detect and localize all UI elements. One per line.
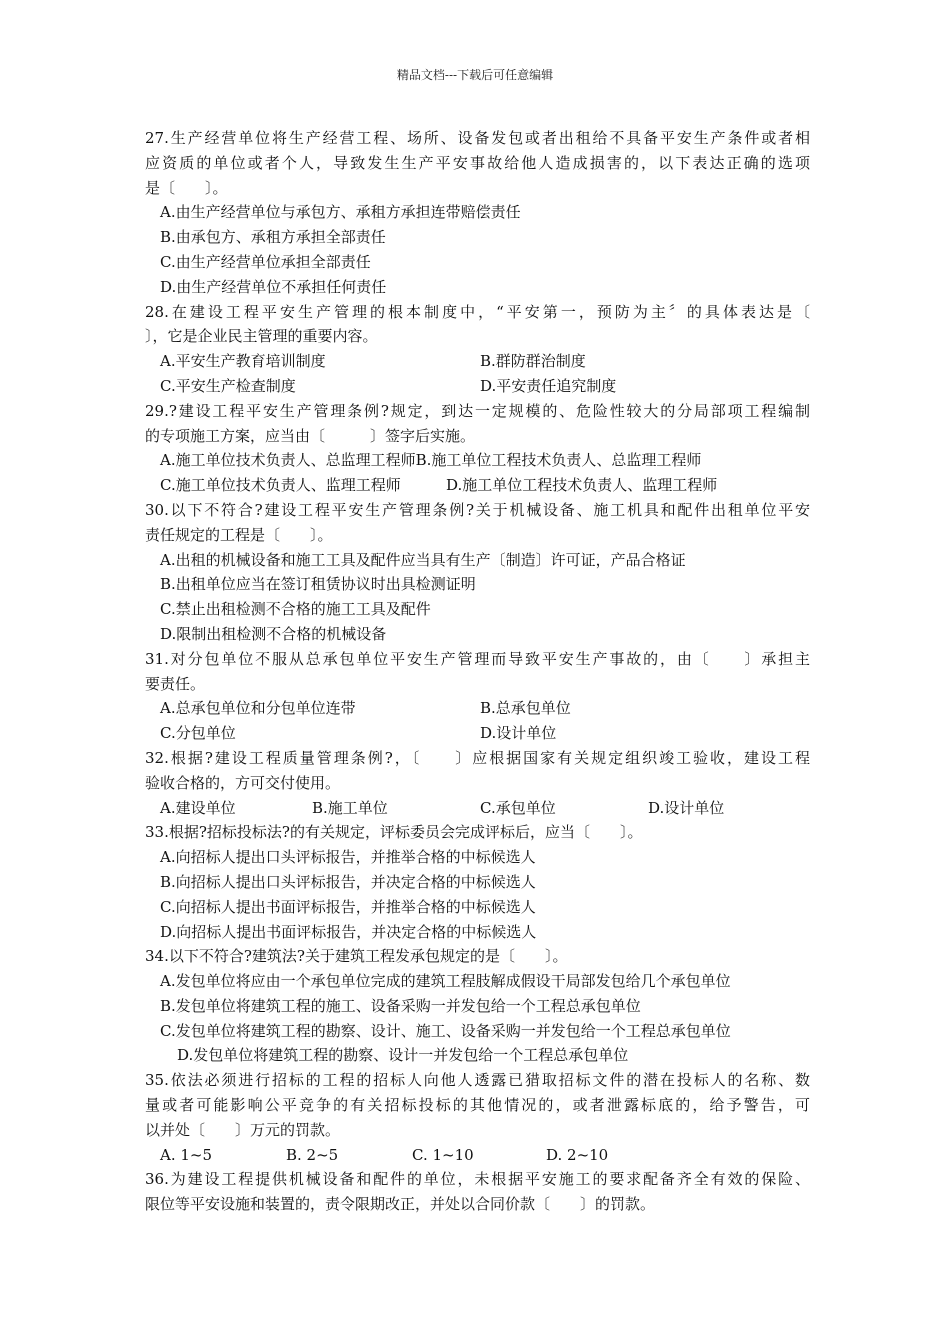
question-stem-line: 量或者可能影响公平竞争的有关招标投标的其他情况的，或者泄露标底的，给予警告，可 — [145, 1096, 810, 1115]
option-row — [145, 349, 810, 374]
option-b: B.发包单位将建筑工程的施工、设备采购一并发包给一个工程总承包单位 — [160, 996, 641, 1015]
option-d: D.向招标人提出书面评标报告，并决定合格的中标候选人 — [160, 922, 537, 941]
option-b: B.总承包单位 — [480, 699, 571, 718]
option-c: C.发包单位将建筑工程的勘察、设计、施工、设备采购一并发包给一个工程总承包单位 — [160, 1021, 731, 1040]
question-28 — [145, 300, 810, 399]
option-d: D.平安责任追究制度 — [480, 376, 617, 395]
option-row — [145, 696, 810, 721]
option-b: B.由承包方、承租方承担全部责任 — [160, 228, 386, 247]
option-b: B.出租单位应当在签订租赁协议时出具检测证明 — [160, 575, 476, 594]
option-row — [145, 473, 810, 498]
option-a: A.发包单位将应由一个承包单位完成的建筑工程肢解成假设干局部发包给几个承包单位 — [160, 972, 731, 991]
question-stem-line: 31.对分包单位不服从总承包单位平安生产管理而导致平安生产事故的，由〔 〕承担主 — [145, 649, 810, 668]
question-30 — [145, 498, 810, 647]
option-a: A.平安生产教育培训制度 — [160, 352, 326, 371]
question-35 — [145, 1068, 810, 1167]
page-header: 精品文档---下载后可任意编辑 — [396, 68, 554, 82]
question-list — [145, 126, 810, 1217]
option-row — [145, 374, 810, 399]
option-c: C.向招标人提出书面评标报告，并推举合格的中标候选人 — [160, 897, 536, 916]
option-ab: A.施工单位技术负责人、总监理工程师B.施工单位工程技术负责人、总监理工程师 — [160, 451, 702, 470]
question-stem-line: 34.以下不符合?建筑法?关于建筑工程发承包规定的是〔 〕。 — [145, 947, 568, 966]
option-d: D. 2~10 — [546, 1145, 609, 1164]
option-a: A.总承包单位和分包单位连带 — [160, 699, 356, 718]
question-stem-line: 限位等平安设施和装置的，责令限期改正，并处以合同价款〔 〕的罚款。 — [145, 1195, 656, 1214]
question-stem-line: 验收合格的，方可交付使用。 — [145, 773, 341, 792]
option-d: D.限制出租检测不合格的机械设备 — [160, 624, 387, 643]
question-27 — [145, 126, 810, 300]
question-stem-line: 29.?建设工程平安生产管理条例?规定，到达一定规模的、危险性较大的分局部项工程编制 — [145, 401, 810, 420]
option-d: D.设计单位 — [648, 798, 725, 817]
option-a: A.出租的机械设备和施工工具及配件应当具有生产〔制造〕许可证，产品合格证 — [160, 550, 686, 569]
option-row — [145, 796, 810, 821]
question-29 — [145, 399, 810, 498]
question-33 — [145, 820, 810, 944]
question-stem-line: 的专项施工方案，应当由〔 〕签字后实施。 — [145, 426, 476, 445]
option-d: D.发包单位将建筑工程的勘察、设计一并发包给一个工程总承包单位 — [177, 1046, 629, 1065]
option-row — [145, 721, 810, 746]
option-c: C.禁止出租检测不合格的施工工具及配件 — [160, 600, 431, 619]
question-32 — [145, 746, 810, 820]
question-stem-line: 28.在建设工程平安生产管理的根本制度中，“平安第一，预防为主〞的具体表达是〔 — [145, 302, 810, 321]
question-stem-line: 是〔 〕。 — [145, 178, 228, 197]
question-stem-line: 以并处〔 〕万元的罚款。 — [145, 1120, 341, 1139]
question-stem-line: 30.以下不符合?建设工程平安生产管理条例?关于机械设备、施工机具和配件出租单位平安 — [145, 500, 810, 519]
option-c: C.施工单位技术负责人、监理工程师 — [160, 476, 401, 495]
option-a: A. 1~5 — [160, 1145, 213, 1164]
option-b: B.向招标人提出口头评标报告，并决定合格的中标候选人 — [160, 872, 536, 891]
option-b: B.施工单位 — [312, 798, 388, 817]
option-c: C. 1~10 — [412, 1145, 474, 1164]
question-stem-line: 33.根据?招标投标法?的有关规定，评标委员会完成评标后，应当〔 〕。 — [145, 823, 643, 842]
question-stem-line: 27.生产经营单位将生产经营工程、场所、设备发包或者出租给不具备平安生产条件或者相 — [145, 129, 810, 147]
question-36 — [145, 1167, 810, 1217]
option-a: A.向招标人提出口头评标报告，并推举合格的中标候选人 — [160, 848, 536, 867]
option-c: C.承包单位 — [480, 798, 556, 817]
question-stem-line: 35.依法必须进行招标的工程的招标人向他人透露已猎取招标文件的潜在投标人的名称、数 — [145, 1071, 810, 1090]
question-stem-line: 36.为建设工程提供机械设备和配件的单位，未根据平安施工的要求配备齐全有效的保险、 — [145, 1170, 810, 1189]
question-stem-line: 〕，它是企业民主管理的重要内容。 — [145, 327, 378, 346]
option-a: A.建设单位 — [160, 798, 236, 817]
option-d: D.由生产经营单位不承担任何责任 — [160, 277, 387, 296]
option-a: A.由生产经营单位与承包方、承租方承担连带赔偿责任 — [160, 203, 521, 222]
option-d: D.施工单位工程技术负责人、监理工程师 — [446, 476, 718, 495]
question-stem-line: 应资质的单位或者个人，导致发生生产平安事故给他人造成损害的，以下表达正确的选项 — [145, 153, 810, 172]
option-row — [145, 1143, 810, 1168]
option-b: B. 2~5 — [286, 1145, 339, 1164]
question-31 — [145, 647, 810, 746]
option-d: D.设计单位 — [480, 724, 557, 743]
option-c: C.平安生产检查制度 — [160, 376, 296, 395]
option-c: C.分包单位 — [160, 724, 236, 743]
option-b: B.群防群治制度 — [480, 352, 586, 371]
question-stem-line: 责任规定的工程是〔 〕。 — [145, 525, 333, 544]
question-stem-line: 32.根据?建设工程质量管理条例?，〔 〕应根据国家有关规定组织竣工验收，建设工程 — [145, 748, 810, 767]
question-34 — [145, 944, 810, 1068]
question-stem-line: 要责任。 — [145, 674, 206, 693]
option-c: C.由生产经营单位承担全部责任 — [160, 252, 371, 271]
